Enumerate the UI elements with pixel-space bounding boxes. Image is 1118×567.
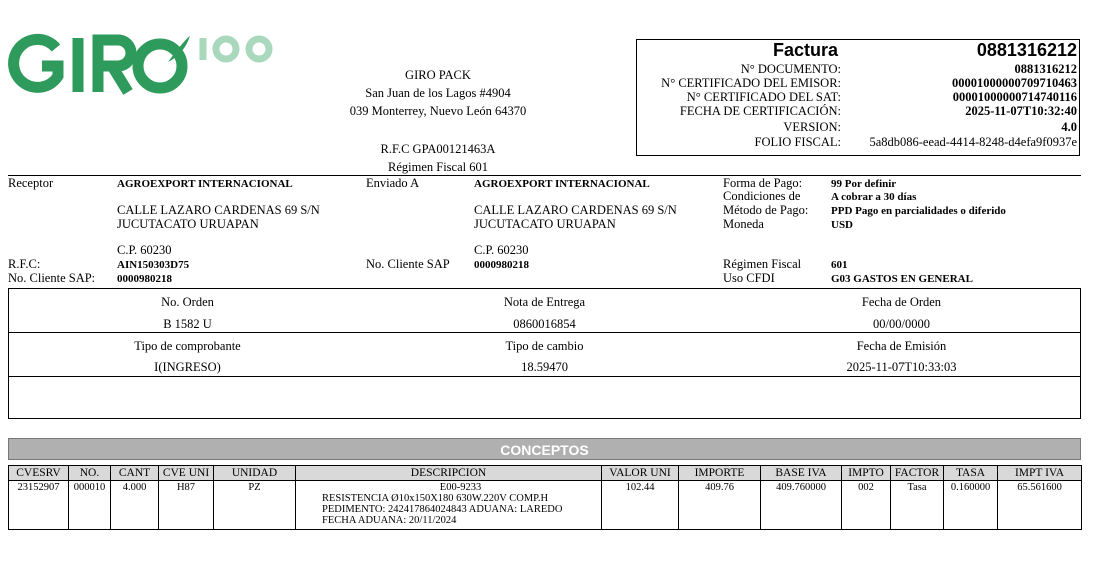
cert-emisor-label: N° CERTIFICADO DEL EMISOR: [661,76,841,90]
col-tasa: TASA [944,466,998,481]
tipo-cambio-label: Tipo de cambio [505,339,584,353]
uso-cfdi: G03 GASTOS EN GENERAL [831,273,973,285]
col-valor-uni: VALOR UNI [602,466,679,481]
conceptos-table [8,465,1082,530]
tipo-comp-label: Tipo de comprobante [134,339,241,353]
fecha-cert-value: 2025-11-07T10:32:40 [965,104,1077,118]
tipo-cambio: 18.59470 [521,360,568,374]
cell-unidad: PZ [214,481,296,530]
metodo-pago-label: Método de Pago: [723,203,809,217]
enviado-label: Enviado A [366,176,420,190]
nota-entrega: 0860016854 [513,317,576,331]
enviado-street: CALLE LAZARO CARDENAS 69 S/N [474,203,677,217]
order-values-row [9,317,1080,332]
company-address1: San Juan de los Lagos #4904 [365,86,511,100]
col-factor: FACTOR [891,466,944,481]
order-labels-row [9,295,1080,310]
desc-line-3: PEDIMENTO: 242417864024843 ADUANA: LAREDO [322,504,563,515]
metodo-pago: PPD Pago en parcialidades o diferido [831,205,1006,217]
receptor-street: CALLE LAZARO CARDENAS 69 S/N [117,203,320,217]
cell-cve-uni: H87 [159,481,214,530]
conceptos-header-row [9,466,1082,481]
cert-emisor-value: 00001000000709710463 [952,76,1077,90]
fecha-emision-label: Fecha de Emisión [856,339,947,353]
company-rfc: R.F.C GPA00121463A [380,142,496,156]
desc-line-4: FECHA ADUANA: 20/11/2024 [322,515,457,526]
receptor-cp: C.P. 60230 [117,243,172,257]
cert-sat-value: 00001000000714740116 [952,90,1077,104]
cell-tasa: 0.160000 [944,481,998,530]
regimen-label: Régimen Fiscal [723,257,802,271]
uso-cfdi-label: Uso CFDI [723,271,775,285]
receptor-label: Receptor [8,176,54,190]
cell-impto: 002 [842,481,891,530]
fecha-emision: 2025-11-07T10:33:03 [846,360,957,374]
comp-divider [9,376,1080,377]
no-orden: B 1582 U [163,317,212,331]
doc-value: 0881316212 [1014,62,1077,76]
header-divider [8,175,1081,176]
cert-sat-label: N° CERTIFICADO DEL SAT: [686,90,841,104]
receptor-rfc-label: R.F.C: [8,257,41,271]
col-cant: CANT [111,466,159,481]
company-address2: 039 Monterrey, Nuevo León 64370 [349,104,527,118]
enviado-cp: C.P. 60230 [474,243,529,257]
cell-valor-uni: 102.44 [602,481,679,530]
forma-pago: 99 Por definir [831,178,897,190]
enviado-sap: 0000980218 [474,259,529,271]
fecha-orden: 00/00/0000 [873,317,930,331]
doc-label: N° DOCUMENTO: [740,62,841,76]
fecha-cert-label: FECHA DE CERTIFICACIÓN: [679,104,841,118]
cell-cant: 4.000 [111,481,159,530]
receptor-sap-label: No. Cliente SAP: [8,271,96,285]
col-impto: IMPTO [842,466,891,481]
cell-impt-iva: 65.561600 [998,481,1082,530]
comp-labels-row [9,339,1080,354]
cell-factor: Tasa [891,481,944,530]
cell-importe: 409.76 [679,481,761,530]
receptor-rfc: AIN150303D75 [117,259,190,271]
cell-descripcion [296,481,602,530]
version-label: VERSION: [783,120,841,134]
giro-100-logo [8,32,278,98]
nota-entrega-label: Nota de Entrega [503,295,586,309]
receptor-city: JUCUTACATO URUAPAN [117,217,259,231]
col-no: NO. [69,466,111,481]
enviado-sap-label: No. Cliente SAP [366,257,450,271]
cell-base-iva: 409.760000 [761,481,842,530]
condiciones-label: Condiciones de [723,189,801,203]
moneda: USD [831,219,854,231]
factura-box [636,39,1080,156]
condiciones: A cobrar a 30 días [831,191,917,203]
company-regimen: Régimen Fiscal 601 [388,160,488,174]
col-cve-uni: CVE UNI [159,466,214,481]
forma-pago-label: Forma de Pago: [723,176,803,190]
tipo-comp: I(INGRESO) [154,360,221,374]
company-name: GIRO PACK [405,68,471,82]
no-orden-label: No. Orden [161,295,214,309]
comp-values-row [9,360,1080,375]
order-divider [9,332,1080,333]
fecha-orden-label: Fecha de Orden [861,295,942,309]
cell-cvesrv: 23152907 [9,481,69,530]
cell-no: 000010 [69,481,111,530]
col-descripcion: DESCRIPCION [296,466,602,481]
col-impt-iva: IMPT IVA [998,466,1082,481]
conceptos-header: CONCEPTOS [8,438,1081,460]
moneda-label: Moneda [723,217,764,231]
regimen: 601 [831,259,848,271]
receptor-sap: 0000980218 [117,273,172,285]
factura-number: 0881316212 [976,40,1077,60]
col-unidad: UNIDAD [214,466,296,481]
company-block [328,66,548,120]
enviado-name: AGROEXPORT INTERNACIONAL [474,178,650,190]
order-grid [8,288,1081,419]
desc-line-1: E00-9233 [439,482,482,493]
col-importe: IMPORTE [679,466,761,481]
col-base-iva: BASE IVA [761,466,842,481]
company-fiscal [328,140,548,176]
desc-line-2: RESISTENCIA Ø10x150X180 630W.220V COMP.H [322,493,549,504]
version-value: 4.0 [1061,120,1077,134]
col-cvesrv: CVESRV [9,466,69,481]
factura-title: Factura [773,40,839,60]
receptor-name: AGROEXPORT INTERNACIONAL [117,178,293,190]
folio-value: 5a8db086-eead-4414-8248-d4efa9f0937e [869,135,1077,149]
folio-label: FOLIO FISCAL: [754,135,841,149]
enviado-city: JUCUTACATO URUAPAN [474,217,616,231]
table-row [9,481,1082,530]
